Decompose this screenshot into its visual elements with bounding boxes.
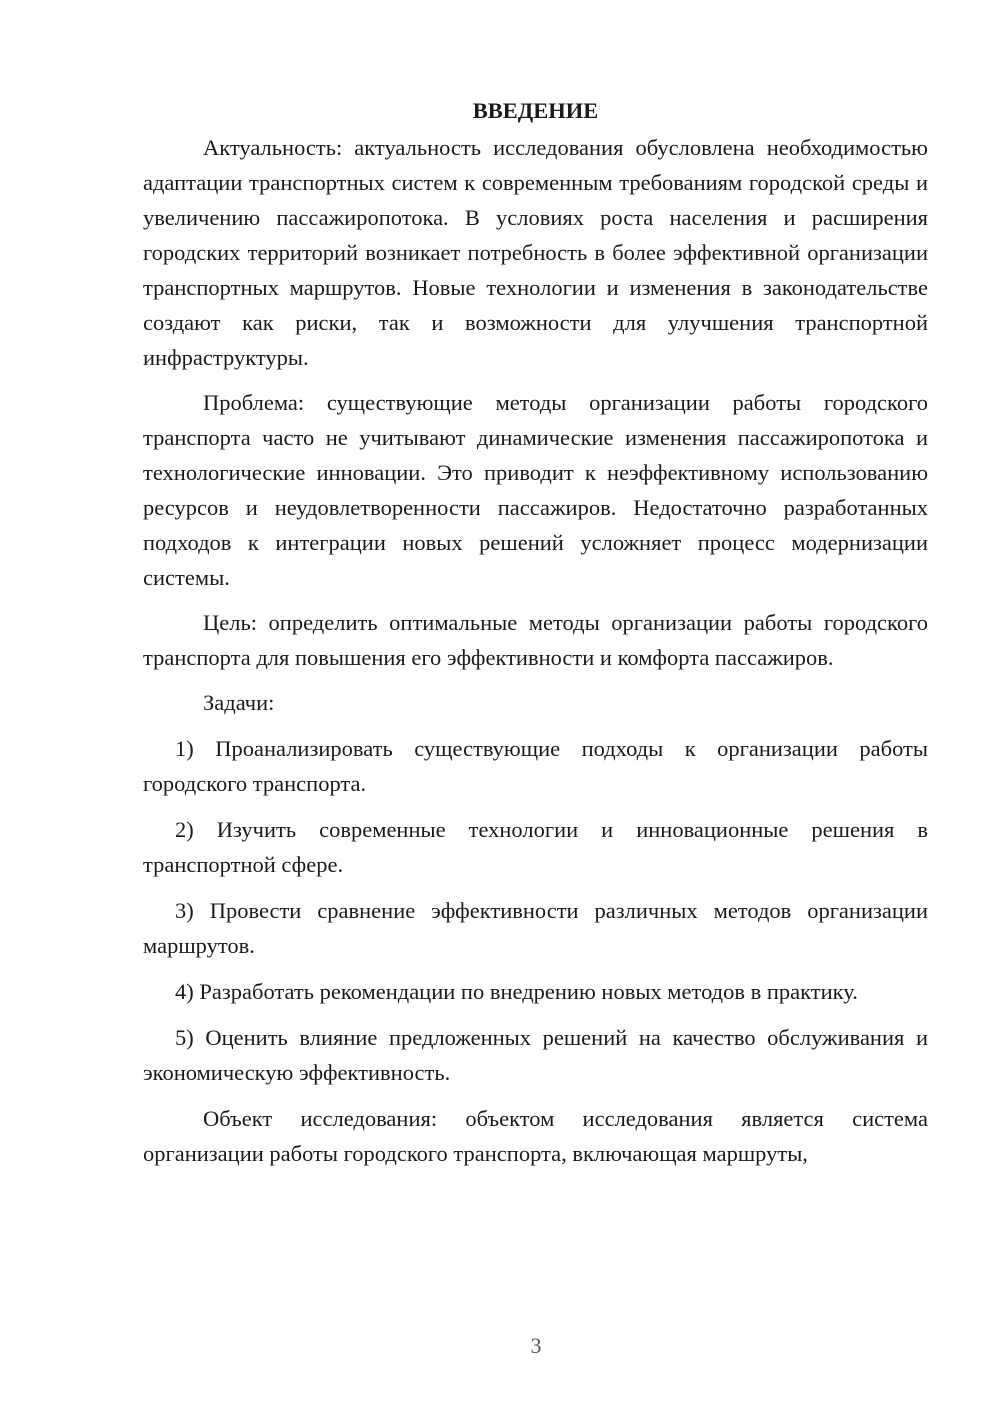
- relevance-paragraph: Актуальность: актуальность исследования обусловлена необходимостью адаптации транспортных систем к современным требованиям городской среды и увеличению пассажиропотока. В условиях роста населения и расширения городских территорий возникает потребность в более эффективной организации транспортных маршрутов. Новые технологии и изменения в законодательстве создают как риски, так и возможности для улучшения транспортной инфраструктуры.: [143, 135, 928, 370]
- object-paragraph: Объект исследования: объектом исследования является система организации работы городского транспорта, включающая маршруты,: [143, 1106, 928, 1166]
- task-number: 2): [175, 817, 194, 842]
- task-text: Проанализировать существующие подходы к организации работы городского транспорта.: [143, 736, 928, 796]
- task-number: 5): [175, 1025, 194, 1050]
- task-number: 4): [175, 979, 194, 1004]
- task-item: [143, 974, 928, 1009]
- task-text: Изучить современные технологии и инновационные решения в транспортной сфере.: [143, 817, 929, 877]
- page-number: 3: [530, 1333, 542, 1358]
- task-item: [143, 893, 928, 963]
- task-item: [143, 731, 928, 801]
- task-text: Провести сравнение эффективности различных методов организации маршрутов.: [143, 898, 928, 958]
- task-number: 3): [175, 898, 194, 923]
- task-text: Оценить влияние предложенных решений на качество обслуживания и экономическую эффективность.: [143, 1025, 928, 1085]
- task-item: [143, 1020, 928, 1090]
- task-item: [143, 812, 928, 882]
- section-heading: ВВЕДЕНИЕ: [472, 98, 599, 123]
- problem-paragraph: Проблема: существующие методы организации работы городского транспорта часто не учитывают динамические изменения пассажиропотока и технологические инновации. Это приводит к неэффективному использованию ресурсов и неудовлетворенности пассажиров. Недостаточно разработанных подходов к интеграции новых решений усложняет процесс модернизации системы.: [143, 390, 928, 590]
- goal-paragraph: Цель: определить оптимальные методы организации работы городского транспорта для повышения его эффективности и комфорта пассажиров.: [143, 610, 928, 670]
- document-page: [143, 92, 928, 1171]
- task-number: 1): [175, 736, 194, 761]
- tasks-heading: Задачи:: [203, 690, 275, 715]
- task-text: Разработать рекомендации по внедрению новых методов в практику.: [199, 979, 858, 1004]
